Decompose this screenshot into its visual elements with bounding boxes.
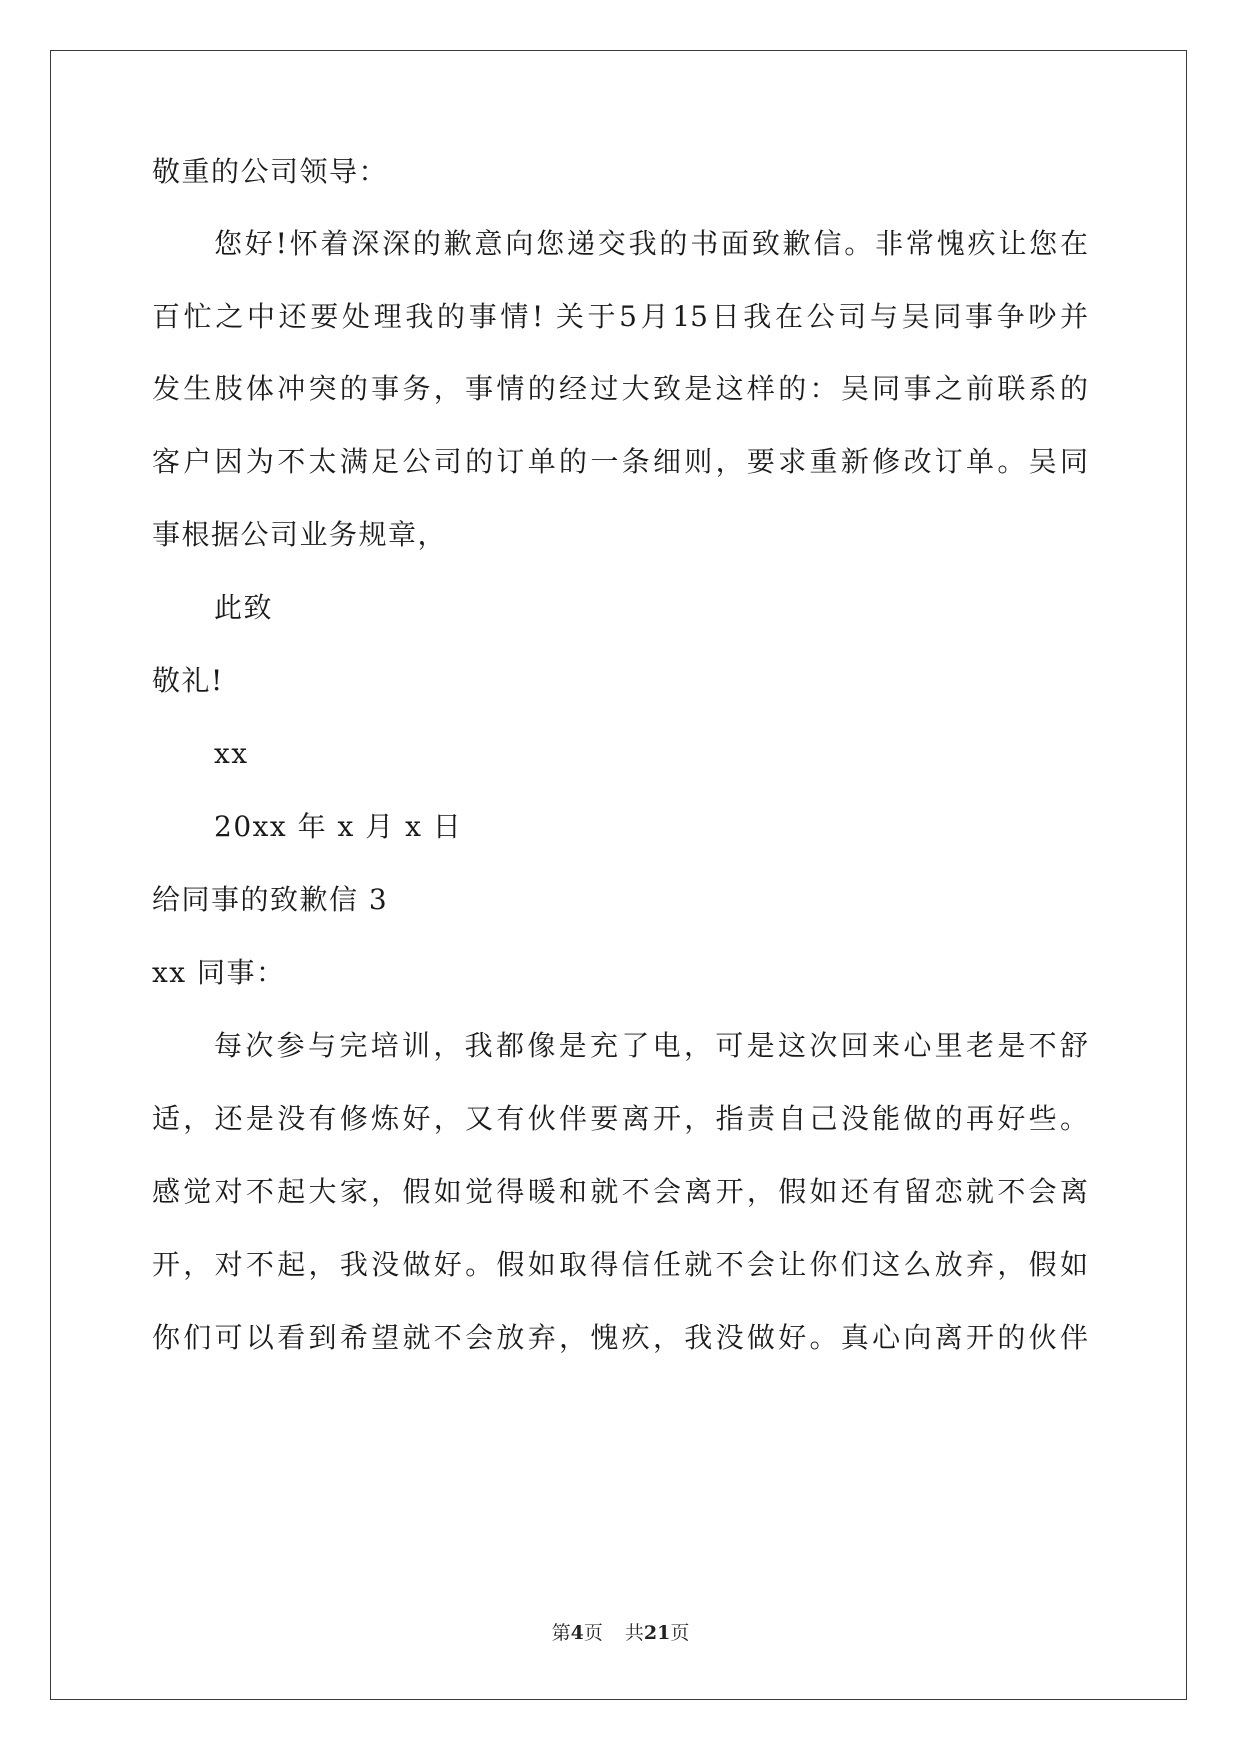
footer-page-total: 21 [643,1622,671,1644]
letter2-body-line-5: 你们可以看到希望就不会放弃，愧疚，我没做好。真心向离开的伙伴 [152,1321,1088,1354]
letter1-body-line-4: 客户因为不太满足公司的订单的一条细则，要求重新修改订单。吴同 [152,445,1088,478]
letter1-body-line-1: 您好!怀着深深的歉意向您递交我的书面致歉信。非常愧疚让您在 [214,227,1088,260]
letter2-heading: 给同事的致歉信 3 [152,883,389,916]
letter1-regards: 敬礼! [152,664,224,697]
footer-page-mid: 页 [583,1622,603,1644]
letter1-closing: 此致 [214,591,274,624]
letter1-body-line-5: 事根据公司业务规章， [152,518,448,551]
letter1-salutation: 敬重的公司领导： [152,155,389,188]
letter2-body-line-1: 每次参与完培训，我都像是充了电，可是这次回来心里老是不舒 [214,1029,1088,1062]
letter1-signature: xx [214,737,249,770]
footer-total-suffix: 页 [670,1622,690,1644]
footer-total-prefix: 共 [624,1622,644,1644]
footer-page-current: 4 [570,1622,584,1644]
letter2-body-line-3: 感觉对不起大家，假如觉得暖和就不会离开，假如还有留恋就不会离 [152,1175,1088,1208]
letter2-body-line-4: 开，对不起，我没做好。假如取得信任就不会让你们这么放弃，假如 [152,1248,1088,1281]
letter2-body-line-2: 适，还是没有修炼好，又有伙伴要离开，指责自己没能做的再好些。 [152,1102,1088,1135]
letter1-date: 20xx 年 x 月 x 日 [214,810,463,843]
page-footer [0,1620,1241,1646]
letter1-body-line-2: 百忙之中还要处理我的事情! 关于5月15日我在公司与吴同事争吵并 [152,300,1088,333]
letter1-body-line-3: 发生肢体冲突的事务，事情的经过大致是这样的：吴同事之前联系的 [152,372,1088,405]
footer-page-prefix: 第 [551,1622,571,1644]
letter2-salutation: xx 同事： [152,956,286,989]
